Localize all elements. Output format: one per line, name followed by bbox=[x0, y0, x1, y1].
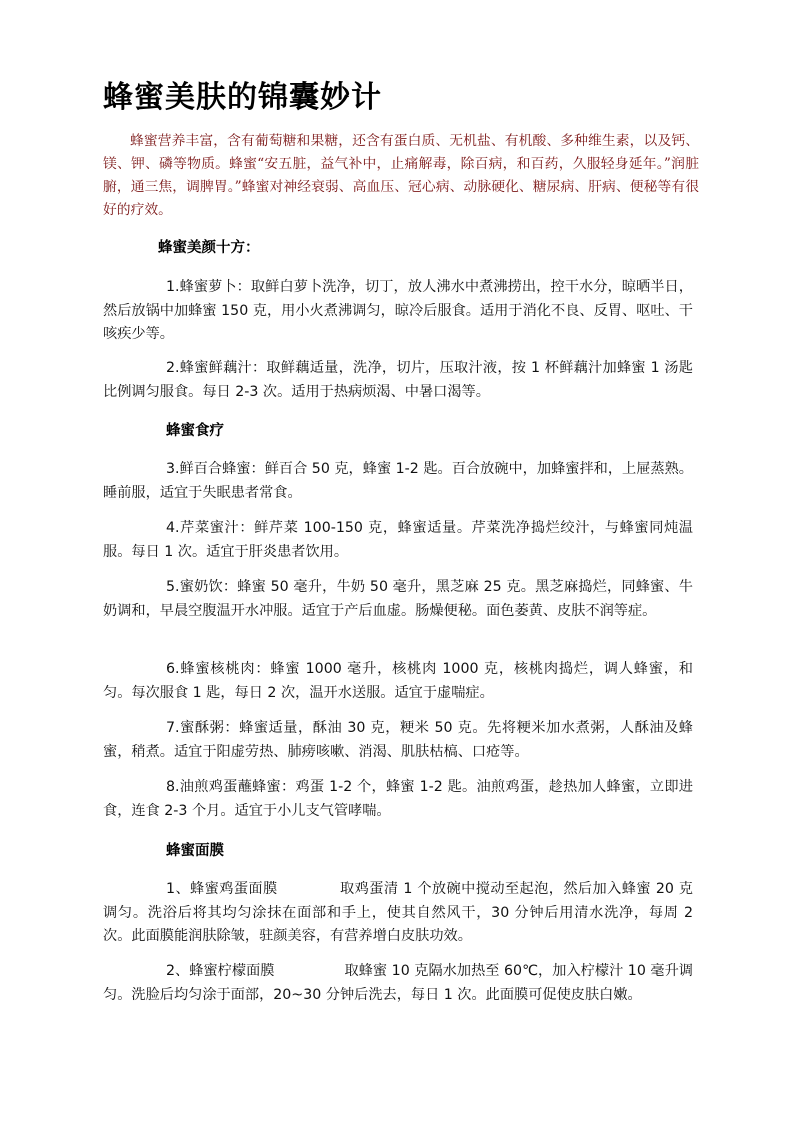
recipe-item-4: 4.芹菜蜜汁：鲜芹菜 100-150 克，蜂蜜适量。芹菜洗净捣烂绞汁，与蜂蜜同炖温服。每日 1 次。适宜于肝炎患者饮用。 bbox=[103, 520, 693, 560]
recipe-item-7: 7.蜜酥粥：蜂蜜适量，酥油 30 克，粳米 50 克。先将粳米加水煮粥，人酥油及蜂蜜，稍煮。适宜于阳虚劳热、肺痨咳嗽、消渴、肌肤枯槁、口疮等。 bbox=[103, 720, 693, 760]
intro-paragraph: 蜂蜜营养丰富，含有葡萄糖和果糖，还含有蛋白质、无机盐、有机酸、多种维生素，以及钙、镁、钾、磷等物质。蜂蜜“安五脏，益气补中，止痛解毒，除百病，和百药，久服轻身延年。”润脏腑，通三焦，调脾胃。”蜂蜜对神经衰弱、高血压、冠心病、动脉硬化、糖尿病、肝病、便秘等有很好的疗效。 bbox=[103, 133, 699, 218]
mask-item-2 bbox=[103, 960, 693, 1007]
recipe-item-8: 8.油煎鸡蛋蘸蜂蜜：鸡蛋 1-2 个，蜂蜜 1-2 匙。油煎鸡蛋，趁热加人蜂蜜，立即进食，连食 2-3 个月。适宜于小儿支气管哮喘。 bbox=[103, 779, 693, 819]
recipe-item-6: 6.蜂蜜核桃肉：蜂蜜 1000 毫升，核桃肉 1000 克，核桃肉捣烂，调人蜂蜜，和匀。每次服食 1 匙，每日 2 次，温开水送服。适宜于虚喘症。 bbox=[103, 661, 693, 701]
mask-item-1 bbox=[103, 878, 693, 949]
document-title: 蜂蜜美肤的锦囊妙计 bbox=[103, 80, 382, 115]
recipe-item-5: 5.蜜奶饮：蜂蜜 50 毫升，牛奶 50 毫升，黑芝麻 25 克。黑芝麻捣烂，同蜂蜜、牛奶调和，早晨空腹温开水冲服。适宜于产后血虚。肠燥便秘。面色萎黄、皮肤不润等症。 bbox=[103, 579, 693, 619]
section-heading-diet: 蜂蜜食疗 bbox=[166, 423, 224, 439]
recipe-item-3: 3.鲜百合蜂蜜：鲜百合 50 克，蜂蜜 1-2 匙。百合放碗中，加蜂蜜拌和，上屉蒸熟。睡前服，适宜于失眠患者常食。 bbox=[103, 461, 693, 501]
mask-item-2-name: 2、蜂蜜柠檬面膜 bbox=[166, 963, 275, 979]
section-heading-mask: 蜂蜜面膜 bbox=[166, 843, 224, 859]
mask-item-1-name: 1、蜂蜜鸡蛋面膜 bbox=[166, 881, 278, 897]
recipe-item-2: 2.蜂蜜鲜藕汁：取鲜藕适量，洗净，切片，压取汁液，按 1 杯鲜藕汁加蜂蜜 1 汤匙比例调匀服食。每日 2-3 次。适用于热病烦渴、中暑口渴等。 bbox=[103, 360, 693, 400]
mask-item-2-text: 取蜂蜜 10 克隔水加热至 60℃，加入柠檬汁 10 毫升调匀。洗脸后均匀涂于面部，20~30 分钟后洗去，每日 1 次。此面膜可促使皮肤白嫩。 bbox=[103, 963, 693, 1003]
mask-item-1-text: 取鸡蛋清 1 个放碗中搅动至起泡，然后加入蜂蜜 20 克调匀。洗浴后将其均匀涂抹在面部和手上，使其自然风干，30 分钟后用清水洗净，每周 2 次。此面膜能润肤除皱，驻颜美容，有营养增白皮肤功效。 bbox=[103, 881, 693, 944]
recipe-item-1: 1.蜂蜜萝卜：取鲜白萝卜洗净，切丁，放人沸水中煮沸捞出，控干水分，晾晒半日，然后放锅中加蜂蜜 150 克，用小火煮沸调匀，晾冷后服食。适用于消化不良、反胃、呕吐、干咳疾少等。 bbox=[103, 279, 693, 342]
section-heading-beauty: 蜂蜜美颜十方： bbox=[158, 240, 260, 256]
